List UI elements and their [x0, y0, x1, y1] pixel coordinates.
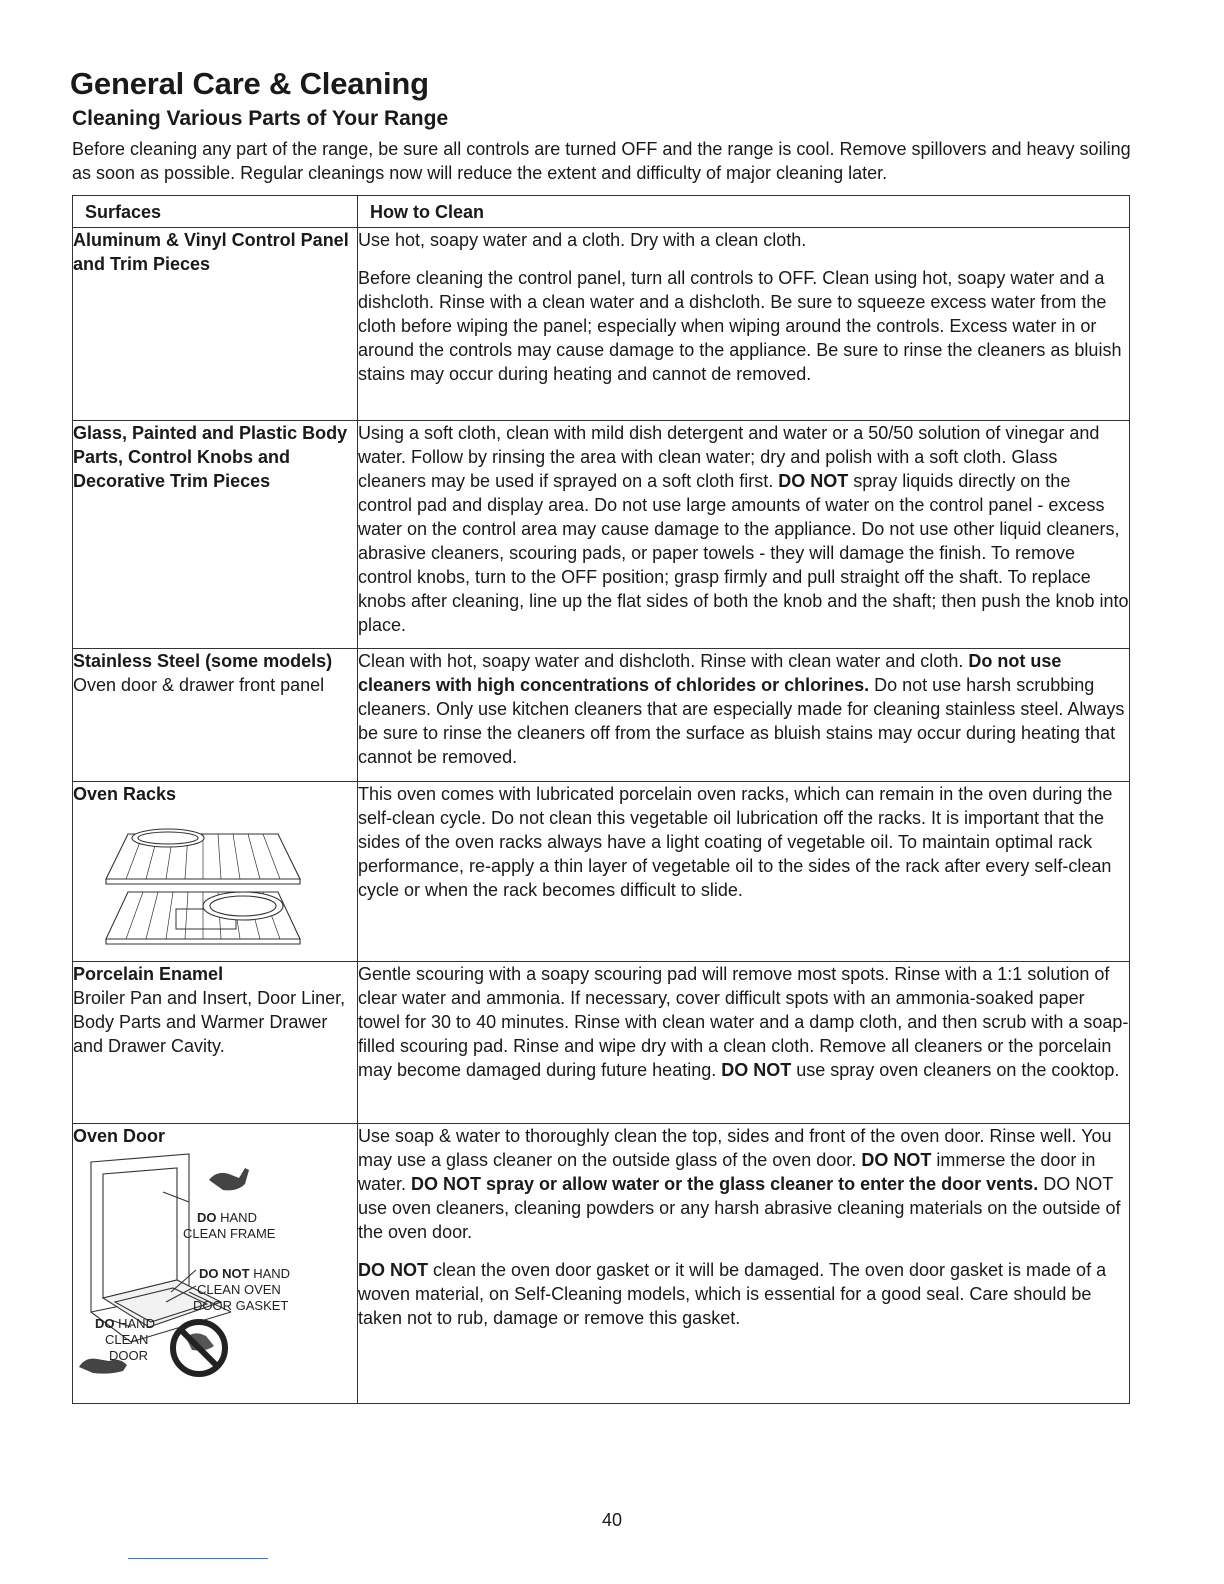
label-do-hand-clean-frame: DO HAND CLEAN FRAME	[183, 1210, 276, 1241]
instruction-text: Use hot, soapy water and a cloth. Dry with a clean cloth.	[358, 230, 807, 250]
surface-name: Oven Racks	[73, 784, 177, 804]
how-to-clean-cell	[358, 649, 1130, 782]
how-to-clean-cell	[358, 1124, 1130, 1404]
surface-description: Oven door & drawer front panel	[73, 675, 325, 695]
instruction-text: immerse the door in water.	[358, 1150, 1096, 1194]
instruction-text: Use soap & water to thoroughly clean the top, sides and front of the oven door. Rinse well. You may use a glass cleaner on the outside glass of the oven door.	[358, 1126, 1112, 1170]
cleaning-table	[72, 195, 1130, 1404]
instruction-text: This oven comes with lubricated porcelain oven racks, which can remain in the oven during the self-clean cycle. Do not clean this vegetable oil lubrication off the racks. It is important that the sides of the oven racks always have a light coating of vegetable oil. To maintain optimal rack performance, re-apply a thin layer of vegetable oil to the sides of the rack after every self-clean cycle or when the rack becomes difficult to slide.	[358, 784, 1113, 900]
how-to-clean-cell	[358, 782, 1130, 962]
instruction-text: DO NOT use oven cleaners, cleaning powders or any harsh abrasive cleaning materials on the outside of the oven door.	[358, 1174, 1121, 1242]
surface-cell	[73, 782, 358, 962]
instruction-paragraph	[358, 421, 1129, 637]
instruction-text: Before cleaning the control panel, turn all controls to OFF. Clean using hot, soapy water and a dishcloth. Rinse with a clean water and a dishcloth. Be sure to squeeze excess water from the cloth before wiping the panel; especially when wiping around the controls. Excess water in or around the controls may cause damage to the appliance. Be sure to rinse the cleaners as bluish stains may occur during heating and cannot de removed.	[358, 268, 1122, 384]
instruction-text: Do not use harsh scrubbing cleaners. Only use kitchen cleaners that are especially made for cleaning stainless steel. Always be sure to rinse the cleaners off from the surface as bluish stains may occur during heating that cannot be removed.	[358, 675, 1125, 767]
oven-racks-illustration	[88, 814, 318, 949]
instruction-paragraph	[358, 266, 1129, 386]
surface-name: Stainless Steel (some models)	[73, 651, 333, 671]
instruction-text: spray liquids directly on the control pad and display area. Do not use large amounts of water on the control panel - excess water on the control area may cause damage to the appliance. Do not use other liquid cleaners, abrasive cleaners, scouring pads, or paper towels - they will damage the finish. To remove control knobs, turn to the OFF position; grasp firmly and pull straight off the shaft. To replace knobs after cleaning, line up the flat sides of both the knob and the shaft; then push the knob into place.	[358, 471, 1129, 635]
surface-name: Porcelain Enamel	[73, 964, 224, 984]
surface-cell	[73, 1124, 358, 1404]
column-header-surfaces: Surfaces	[73, 196, 358, 228]
emphasis-text: DO NOT	[721, 1060, 792, 1080]
how-to-clean-cell	[358, 962, 1130, 1124]
how-to-clean-cell	[358, 421, 1130, 649]
surface-name: Oven Door	[73, 1126, 166, 1146]
instruction-paragraph	[358, 782, 1129, 902]
page-number: 40	[601, 1510, 623, 1530]
surface-name: Glass, Painted and Plastic Body Parts, Control Knobs and Decorative Trim Pieces	[73, 423, 348, 491]
instruction-text: Gentle scouring with a soapy scouring pad will remove most spots. Rinse with a 1:1 solution of clear water and ammonia. If necessary, cover difficult spots with an ammonia-soaked paper towel for 30 to 40 minutes. Rinse with clean water and a damp cloth, and then scrub with a soap-filled scouring pad. Rinse and wipe dry with a clean cloth. Remove all cleaners or the porcelain may become damaged during future heating.	[358, 964, 1129, 1080]
emphasis-text: DO NOT	[778, 471, 849, 491]
no-symbol-icon	[173, 1322, 225, 1374]
surface-name: Aluminum & Vinyl Control Panel and Trim Pieces	[73, 230, 349, 274]
column-header-how-to-clean: How to Clean	[358, 196, 1130, 228]
instruction-text: clean the oven door gasket or it will be damaged. The oven door gasket is made of a woven material, on Self-Cleaning models, which is essential for a good seal. Care should be taken not to rub, damage or remove this gasket.	[358, 1260, 1107, 1328]
surface-description: Broiler Pan and Insert, Door Liner, Body Parts and Warmer Drawer and Drawer Cavity.	[73, 988, 346, 1056]
oven-door-illustration	[71, 1152, 321, 1382]
instruction-paragraph	[358, 1124, 1129, 1244]
table-row	[73, 228, 1130, 421]
page-title: General Care & Cleaning	[70, 66, 429, 101]
surface-cell	[73, 421, 358, 649]
emphasis-text: Do not use cleaners with high concentrations of chlorides or chlorines.	[358, 651, 1062, 695]
surface-cell	[73, 962, 358, 1124]
footer-rule	[128, 1558, 268, 1559]
instruction-text: Clean with hot, soapy water and dishcloth. Rinse with clean water and cloth.	[358, 651, 969, 671]
hand-icon	[209, 1168, 249, 1190]
table-row	[73, 1124, 1130, 1404]
surface-cell	[73, 228, 358, 421]
emphasis-text: DO NOT	[861, 1150, 932, 1170]
emphasis-text: DO NOT spray or allow water or the glass cleaner to enter the door vents.	[411, 1174, 1039, 1194]
instruction-paragraph	[358, 649, 1129, 769]
instruction-paragraph	[358, 228, 1129, 252]
surface-cell	[73, 649, 358, 782]
table-row	[73, 421, 1130, 649]
label-do-not-hand-clean-gasket: DO NOT HAND CLEAN OVEN DOOR GASKET	[193, 1266, 291, 1313]
section-title: Cleaning Various Parts of Your Range	[72, 107, 449, 130]
how-to-clean-cell	[358, 228, 1130, 421]
instruction-text: Using a soft cloth, clean with mild dish detergent and water or a 50/50 solution of vinegar and water. Follow by rinsing the area with clean water; dry and polish with a soft cloth. Glass cleaners may be used if sprayed on a soft cloth first.	[358, 423, 1100, 491]
table-header-row	[73, 196, 1130, 228]
table-row	[73, 649, 1130, 782]
emphasis-text: DO NOT	[358, 1260, 428, 1280]
instruction-paragraph	[358, 1258, 1129, 1330]
table-row	[73, 962, 1130, 1124]
instruction-paragraph	[358, 962, 1129, 1082]
instruction-text: use spray oven cleaners on the cooktop.	[791, 1060, 1120, 1080]
table-row	[73, 782, 1130, 962]
label-do-hand-clean-door: DO HAND CLEAN DOOR	[95, 1316, 155, 1363]
intro-paragraph: Before cleaning any part of the range, be sure all controls are turned OFF and the range is cool. Remove spillovers and heavy soiling as soon as possible. Regular cleanings now will reduce the extent and difficulty of major cleaning later.	[72, 139, 1131, 183]
